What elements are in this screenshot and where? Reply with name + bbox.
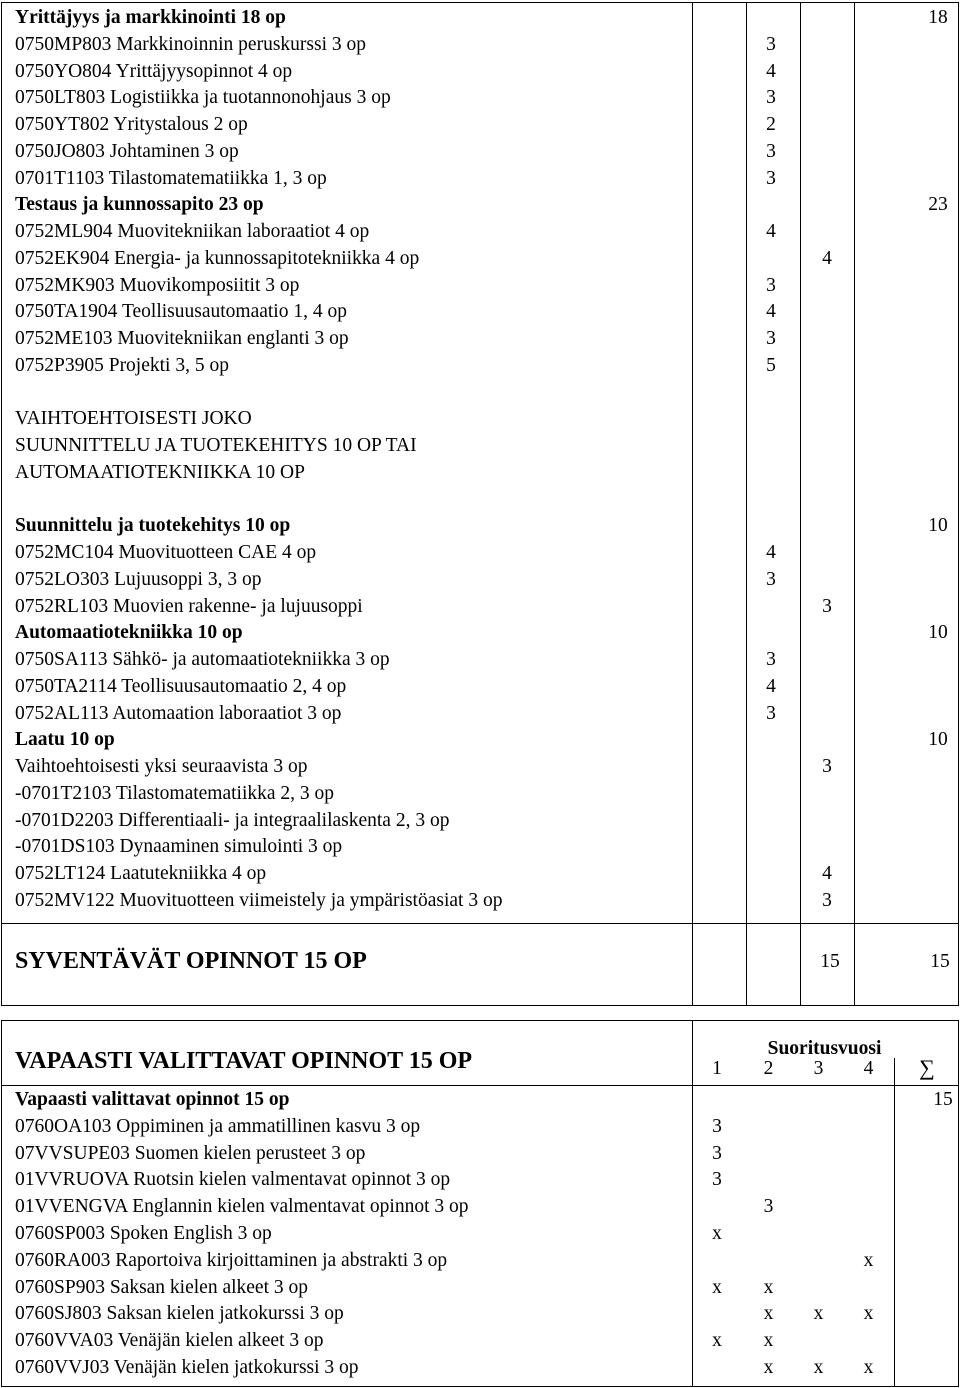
course-name: VAIHTOEHTOISESTI JOKO [15, 408, 252, 430]
year-mark: x [712, 1276, 722, 1298]
course-name: 0760RA003 Raportoiva kirjoittaminen ja abstrakti 3 op [15, 1249, 448, 1271]
year-mark: 3 [712, 1169, 722, 1191]
course-name: 0750TA2114 Teollisuusautomaatio 2, 4 op [15, 675, 347, 697]
section-total-credits: 10 [928, 729, 948, 751]
course-name: SUUNNITTELU JA TUOTEKEHITYS 10 OP TAI [15, 435, 417, 456]
summary-year-credits: 15 [820, 951, 840, 972]
course-name: 0752LO303 Lujuusoppi 3, 3 op [15, 568, 262, 590]
course-name: -0701T2103 Tilastomatematiikka 2, 3 op [15, 782, 335, 804]
course-name: 0752EK904 Energia- ja kunnossapitotekniikka 4 op [15, 247, 420, 269]
course-name: 0752RL103 Muovien rakenne- ja lujuusoppi [15, 595, 363, 617]
year-mark: x [763, 1330, 774, 1352]
course-name: 0750YT802 Yritystalous 2 op [15, 114, 248, 135]
study-plan-table [1, 2, 959, 1006]
year-credits: 3 [822, 889, 832, 911]
course-name: 0750LT803 Logistiikka ja tuotannonohjaus 3 op [15, 87, 391, 109]
course-name: -0701D2203 Differentiaali- ja integraalilaskenta 2, 3 op [15, 809, 450, 831]
course-name: 0752MK903 Muovikomposiitit 3 op [15, 274, 300, 296]
course-name: 0752LT124 Laatutekniikka 4 op [15, 863, 267, 884]
course-name: 0760VVA03 Venäjän kielen alkeet 3 op [15, 1330, 324, 1352]
course-name: 0750SA113 Sähkö- ja automaatiotekniikka 3 op [15, 649, 390, 670]
year-1-label: 1 [712, 1057, 722, 1079]
year-credits: 3 [766, 328, 776, 349]
year-mark: 3 [712, 1142, 722, 1164]
year-credits: 3 [766, 140, 776, 162]
course-name: AUTOMAATIOTEKNIIKKA 10 OP [15, 461, 305, 483]
course-name: 0752P3905 Projekti 3, 5 op [15, 354, 229, 376]
year-mark: x [813, 1357, 824, 1378]
year-credits: 4 [822, 247, 832, 269]
section-heading: Vapaasti valittavat opinnot 15 op [15, 1089, 290, 1110]
elective-body-row [2, 1086, 959, 1387]
course-name: 07VVSUPE03 Suomen kielen perusteet 3 op [15, 1142, 366, 1164]
year-credits: 3 [766, 33, 776, 55]
course-name: -0701DS103 Dynaaminen simulointi 3 op [15, 836, 343, 858]
course-name: 0760VVJ03 Venäjän kielen jatkokurssi 3 op [15, 1357, 359, 1378]
year-credits: 3 [766, 87, 776, 109]
year-credits: 4 [766, 221, 776, 242]
course-name: 0750MP803 Markkinoinnin peruskurssi 3 op [15, 33, 366, 55]
course-name: 01VVRUOVA Ruotsin kielen valmentavat opinnot 3 op [15, 1169, 451, 1191]
year-mark: x [813, 1303, 824, 1325]
section-total-credits: 23 [928, 194, 948, 216]
year-4-label: 4 [863, 1057, 874, 1079]
course-name: 0752ML904 Muovitekniikan laboraatiot 4 op [15, 221, 370, 242]
course-name: 01VVENGVA Englannin kielen valmentavat opinnot 3 op [15, 1196, 469, 1218]
year-mark: x [863, 1303, 874, 1325]
year-mark: 3 [763, 1196, 774, 1218]
section-heading: Yrittäjyys ja markkinointi 18 op [15, 7, 286, 28]
year-column [801, 3, 855, 924]
main-section-row [2, 3, 959, 924]
year-credits: 4 [766, 60, 776, 82]
year-3-label: 3 [813, 1057, 824, 1079]
summary-total-credits: 15 [930, 951, 950, 972]
course-name: 0750TA1904 Teollisuusautomaatio 1, 4 op [15, 301, 347, 323]
course-name: Vaihtoehtoisesti yksi seuraavista 3 op [15, 756, 308, 777]
section-total-credits: 10 [928, 622, 948, 644]
year-column [747, 3, 801, 924]
summary-label: SYVENTÄVÄT OPINNOT 15 OP [15, 948, 367, 974]
course-name: 0752ME103 Muovitekniikan englanti 3 op [15, 328, 349, 349]
course-name: 0760OA103 Oppiminen ja ammatillinen kasvu 3 op [15, 1115, 421, 1137]
year-credits: 3 [822, 756, 832, 777]
course-name: 0760SP003 Spoken English 3 op [15, 1223, 272, 1244]
elective-studies-table [1, 1020, 959, 1387]
year-column [693, 3, 747, 924]
year-credits: 5 [766, 354, 776, 376]
course-name: 0750JO803 Johtaminen 3 op [15, 140, 239, 162]
year-mark: x [763, 1276, 774, 1298]
sum-credits: 15 [933, 1089, 953, 1110]
course-name: 0701T1103 Tilastomatematiikka 1, 3 op [15, 167, 327, 189]
year-credits: 2 [766, 114, 776, 135]
year-credits: 4 [822, 863, 832, 884]
year-mark: x [763, 1357, 774, 1378]
year-credits: 4 [766, 301, 776, 323]
year-header: Suoritusvuosi [767, 1038, 882, 1059]
year-credits: 3 [766, 702, 776, 724]
sum-icon: ∑ [919, 1054, 935, 1080]
course-name: 0752MV122 Muovituotteen viimeistely ja ympäristöasiat 3 op [15, 889, 503, 911]
courses-column [2, 3, 693, 924]
year-credits: 3 [766, 167, 776, 189]
total-column [855, 3, 959, 924]
section-heading: Laatu 10 op [15, 729, 115, 751]
year-credits: 4 [766, 542, 776, 563]
year-mark: x [712, 1330, 722, 1352]
year-credits: 3 [766, 568, 776, 590]
year-2-label: 2 [763, 1057, 774, 1079]
year-mark: x [712, 1223, 722, 1244]
summary-row [2, 924, 959, 1006]
elective-title: VAPAASTI VALITTAVAT OPINNOT 15 OP [15, 1048, 473, 1074]
year-mark: x [763, 1303, 774, 1325]
section-total-credits: 10 [928, 515, 948, 537]
section-heading: Automaatiotekniikka 10 op [15, 622, 243, 644]
section-heading: Suunnittelu ja tuotekehitys 10 op [15, 515, 291, 537]
course-name: 0752MC104 Muovituotteen CAE 4 op [15, 542, 317, 563]
elective-header-row [2, 1021, 959, 1058]
year-mark: 3 [712, 1115, 722, 1137]
course-name: 0750YO804 Yrittäjyysopinnot 4 op [15, 60, 293, 82]
section-heading: Testaus ja kunnossapito 23 op [15, 194, 264, 216]
year-mark: x [863, 1249, 874, 1271]
year-mark: x [863, 1357, 874, 1378]
section-total-credits: 18 [928, 7, 948, 28]
course-name: 0752AL113 Automaation laboraatiot 3 op [15, 702, 342, 724]
year-credits: 3 [766, 274, 776, 296]
year-credits: 3 [822, 595, 832, 617]
year-credits: 3 [766, 649, 776, 670]
course-name: 0760SP903 Saksan kielen alkeet 3 op [15, 1276, 309, 1298]
year-credits: 4 [766, 675, 776, 697]
course-name: 0760SJ803 Saksan kielen jatkokurssi 3 op [15, 1303, 344, 1325]
